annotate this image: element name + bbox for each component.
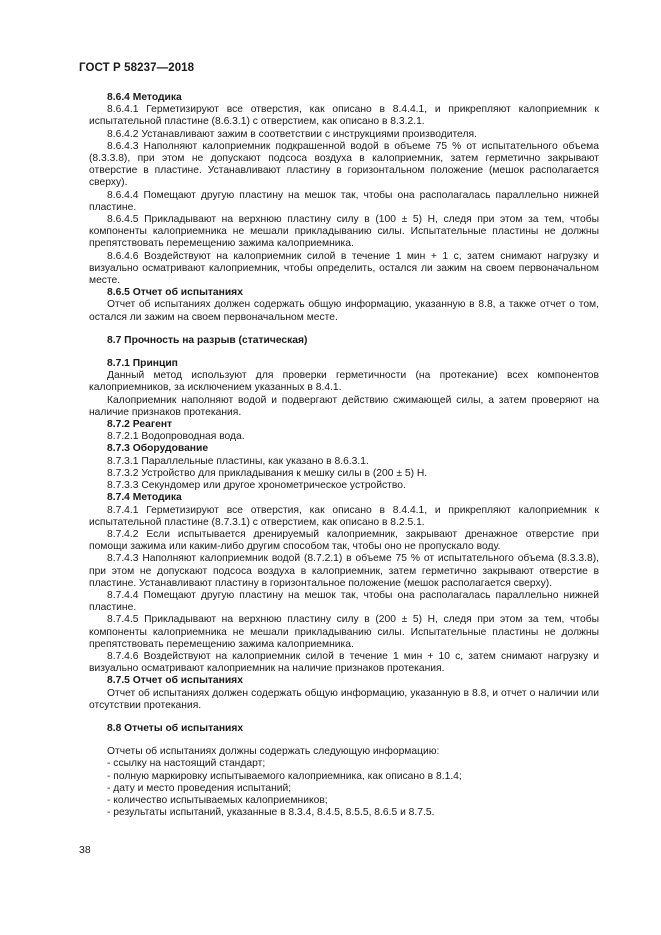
standard-designation: ГОСТ Р 58237—2018 [79,62,195,74]
paragraph: Отчеты об испытаниях должны содержать следующую информацию: [107,746,440,758]
paragraph: 8.6.4.4 Помещают другую пластину на мешок так, чтобы она располагалась параллельно нижней пластине. [89,189,599,213]
paragraph: 8.7.3.1 Параллельные пластины, как указано в 8.6.3.1. [107,455,369,467]
paragraph: 8.6.4.3 Наполняют калоприемник подкрашенной водой в объеме 75 % от испытательного объема (8.3.3.8), при этом не допускают подсоса воздуха в калоприемник, затем герметично закрывают отверстие в пластине. Устанавливают пластину в горизонтальном положение (мешок располагается сверху). [89,140,599,189]
section-heading: 8.7 Прочность на разрыв (статическая) [107,334,308,346]
list-item: - количество испытываемых калоприемников; [107,794,328,806]
subsection-heading: 8.7.3 Оборудование [107,443,209,455]
list-item: - полную маркировку испытываемого калоприемника, как описано в 8.1.4; [107,770,462,782]
paragraph: Отчет об испытаниях должен содержать общую информацию, указанную в 8.8, и отчет о наличии или отсутствии протекания. [89,687,599,711]
document-body [89,92,599,819]
paragraph: 8.7.3.2 Устройство для прикладывания к мешку силы в (200 ± 5) Н. [107,467,428,479]
paragraph: 8.7.4.1 Герметизируют все отверстия, как описано в 8.4.4.1, и прикрепляют калоприемник к испытательной пластине (8.7.3.1) с отверстием, как описано в 8.2.5.1. [89,504,599,528]
paragraph: Данный метод используют для проверки герметичности (на протекание) всех компонентов калоприемников, за исключением указанных в 8.4.1. [89,370,599,394]
paragraph: 8.7.4.5 Прикладывают на верхнюю пластину силу в (200 ± 5) Н, следя при этом за тем, чтобы компоненты калоприемника не мешали прикладыванию силы. Испытательные пластины не должны препятствовать перемещению зажима калоприемника. [89,614,599,650]
paragraph: 8.7.2.1 Водопроводная вода. [107,431,245,443]
paragraph: Калоприемник наполняют водой и подвергают действию сжимающей силы, а затем проверяют на наличие признаков протекания. [89,394,599,418]
paragraph: Отчет об испытаниях должен содержать общую информацию, указанную в 8.8, а также отчет о том, остался ли зажим на своем первоначальном месте. [89,299,599,323]
list-item: - дату и место проведения испытаний; [107,782,292,794]
list-item: - ссылку на настоящий стандарт; [107,758,266,770]
paragraph: 8.7.4.4 Помещают другую пластину на мешок так, чтобы она располагалась параллельно нижней пластине. [89,589,599,614]
paragraph: 8.6.4.1 Герметизируют все отверстия, как описано в 8.4.4.1, и прикрепляют калоприемник к испытательной пластине (8.6.3.1) с отверстием, как описано в 8.3.2.1. [89,104,599,128]
subsection-heading: 8.7.1 Принцип [107,358,178,370]
paragraph: 8.7.4.3 Наполняют калоприемник водой (8.7.2.1) в объеме 75 % от испытательного объема (8.3.3.8), при этом не допускают подсоса воздуха в калоприемник, затем герметично закрывают отверстие в пластине. Устанавливают пластину в горизонтальное положение (мешок располагается сверху). [89,553,599,589]
subsection-heading: 8.7.5 Отчет об испытаниях [107,675,243,687]
paragraph: 8.7.3.3 Секундомер или другое хронометрическое устройство. [107,480,406,492]
paragraph: 8.6.4.5 Прикладывают на верхнюю пластину силу в (100 ± 5) Н, следя при этом за тем, чтобы компоненты калоприемника не мешали прикладыванию силы. Испытательные пластины не должны препятствовать перемещению зажима калоприемника. [89,214,599,250]
page-number: 38 [79,844,91,856]
subsection-heading: 8.7.2 Реагент [107,419,173,431]
subsection-heading: 8.6.5 Отчет об испытаниях [107,287,243,299]
subsection-heading: 8.6.4 Методика [107,92,182,103]
paragraph: 8.6.4.2 Устанавливают зажим в соответствии с инструкциями производителя. [107,128,477,140]
paragraph: 8.7.4.2 Если испытывается дренируемый калоприемник, закрывают дренажное отверстие при помощи зажима или каким-либо другим способом так, чтобы оно не пропускало воду. [89,528,599,553]
section-heading: 8.8 Отчеты об испытаниях [107,722,244,734]
paragraph: 8.7.4.6 Воздействуют на калоприемник силой в течение 1 мин + 10 с, затем снимают нагрузку и визуально осматривают калоприемник на наличие признаков протекания. [89,650,599,675]
subsection-heading: 8.7.4 Методика [107,492,182,504]
paragraph: 8.6.4.6 Воздействуют на калоприемник силой в течение 1 мин + 1 с, затем снимают нагрузку и визуально осматривают калоприемник, чтобы определить, остался ли зажим на своем первоначальном месте. [89,250,599,287]
list-item: - результаты испытаний, указанные в 8.3.4, 8.4.5, 8.5.5, 8.6.5 и 8.7.5. [107,807,435,819]
